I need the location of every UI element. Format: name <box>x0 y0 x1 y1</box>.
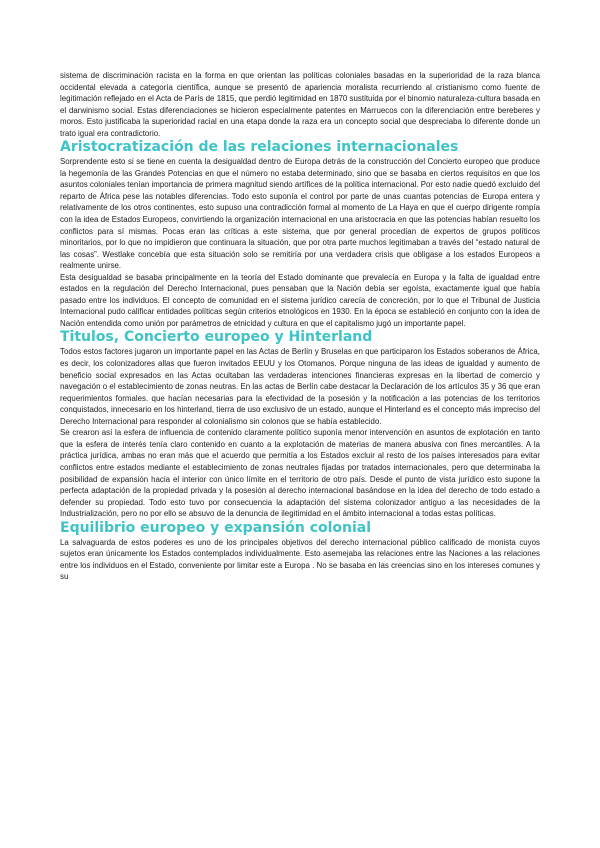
paragraph-titulos-2: Se crearon así la esfera de influencia de contenido claramente político suponía menor intervención en asuntos de explotación en tanto que la esfera de interés tenía claro contenido en cuanto a la explotación de materias de manera abusiva con fines mercantiles. A la práctica jurídica, ambas no eran más que el acuerdo que permitía a los Estados excluir al resto de los países interesados para evitar conflictos entre estados mediante el establecimiento de zonas neutrales fijadas por tratados internacionales, pero que determinaba la posibilidad de expansión hacia el interior con único límite en el territorio de otro país. Desde el punto de vista jurídico esto supone la perfecta adaptación de la propiedad privada y la posesión al derecho internacional basándose en la idea del derecho de todo estado a defender su propiedad. Todo esto tuvo por consecuencia la adaptación del sistema colonizador antiguo a las necesidades de la Industrialización, pero no por ello se absuvo de la denuncia de ilegitimidad en el ámbito internacional a todas estas políticas. <box>60 428 540 519</box>
paragraph-equilibrio-1: La salvaguarda de estos poderes es uno de los principales objetivos del derecho internacional público calificado de monista cuyos sujetos eran únicamente los Estados contemplados individualmente. Esto asemejaba las relaciones entre las Naciones a las relaciones entre los individuos en el Estado, conveniente por limitar este a Europa . No se basaba en las creencias sino en los intereses comunes y su <box>60 537 540 582</box>
paragraph-aristocratizacion-2: Esta desigualdad se basaba principalmente en la teoría del Estado dominante que prevalecía en Europa y la falta de igualdad entre estados en la regulación del Derecho Internacional, pues pensaban que la Nación debía ser egoísta, exactamente igual que había pasado entre los individuos. El concepto de comunidad en el sistema jurídico carecía de concreción, por lo que el Tribunal de Justicia Internacional pudo calificar entidades políticas según criterios etnológicos en 1930. En la época se estableció en conjunto con la idea de Nación entendida como unión por parámetros de etnicidad y cultura en que el capitalismo jugó un importante papel. <box>60 272 540 328</box>
heading-titulos: Titulos, Concierto europeo y Hinterland <box>60 329 373 346</box>
paragraph-aristocratizacion-1: Sorprendente esto si se tiene en cuenta la desigualdad dentro de Europa detrás de la construcción del Concierto europeo que produce la hegemonía de las Grandes Potencias en que el número no estaba determinado, sino que se basaba en ciertos requisitos en que los asuntos coloniales tenían importancia de primera magnitud siendo artífices de la política internacional. Por esto nadie quedó excluido del reparto de África pese las notables diferencias. Todo esto suponía el control por parte de unas cuantas potencias de Europa entera y relativamente de los otros continentes, esto supuso una contradicción formal al momento de La Haya en que el cuerpo dirigente rompía con la idea de Estados Europeos, convirtiendo la organización internacional en una aristocracia en que las potencias habían resuelto los conflictos para sí mismas. Pocas eran las críticas a este sistema, que por general procedían de expertos de grupos políticos minoritarios, por lo que no impidieron que continuara la situación, que por otra parte muchos legitimaban a través del “estado natural de las cosas”. Westlake concebía que esta situación solo se remitiría por una verdadera crisis que obligase a los estados Europeos a realmente unirse. <box>60 157 540 271</box>
heading-aristocratizacion: Aristocratización de las relaciones internacionales <box>60 139 459 156</box>
document-page <box>60 70 540 583</box>
paragraph-intro: sistema de discriminación racista en la forma en que orientan las políticas coloniales basadas en la superioridad de la raza blanca occidental elevada a categoría científica, aunque se presentó de apariencia moralista recurriendo al cristianismo como fuente de legitimación reflejado en el Acta de París de 1815, que perdió legitimidad en 1870 sustituida por el binomio naturaleza-cultura basada en el darwinismo social. Estas diferenciaciones se hicieron especialmente patentes en Marruecos con la diferenciación entre bereberes y moros. Esto justificaba la superioridad racial en una etapa donde la raza era un concepto social que despreciaba lo diferente donde un trato igual era contradictorio. <box>60 71 540 138</box>
paragraph-titulos-1: Todos estos factores jugaron un importante papel en las Actas de Berlín y Bruselas en que participaron los Estados soberanos de África, es decir, los colonizadores allas que fueron invitados EEUU y los Otomanos. Porque ninguna de las ideas de igualdad y aumento de beneficio social expresados en las Actas ocultaban las verdaderas intenciones financieras expresas en la libertad de comercio y navegación o el establecimiento de zonas neutras. En las actas de Berlín cabe destacar la Declaración de los artículos 35 y 36 que eran requerimientos formales. que hacían necesarias para la efectividad de la posesión y la notificación a las potencias de los territorios conquistados, innecesario en los hinterland, tierra de uso exclusivo de un estado, aunque el Hinterland es el concepto más impreciso del Derecho Internacional para responder al colonialismo sin colonos que se había establecido. <box>60 347 540 426</box>
heading-equilibrio: Equilibrio europeo y expansión colonial <box>60 519 372 536</box>
